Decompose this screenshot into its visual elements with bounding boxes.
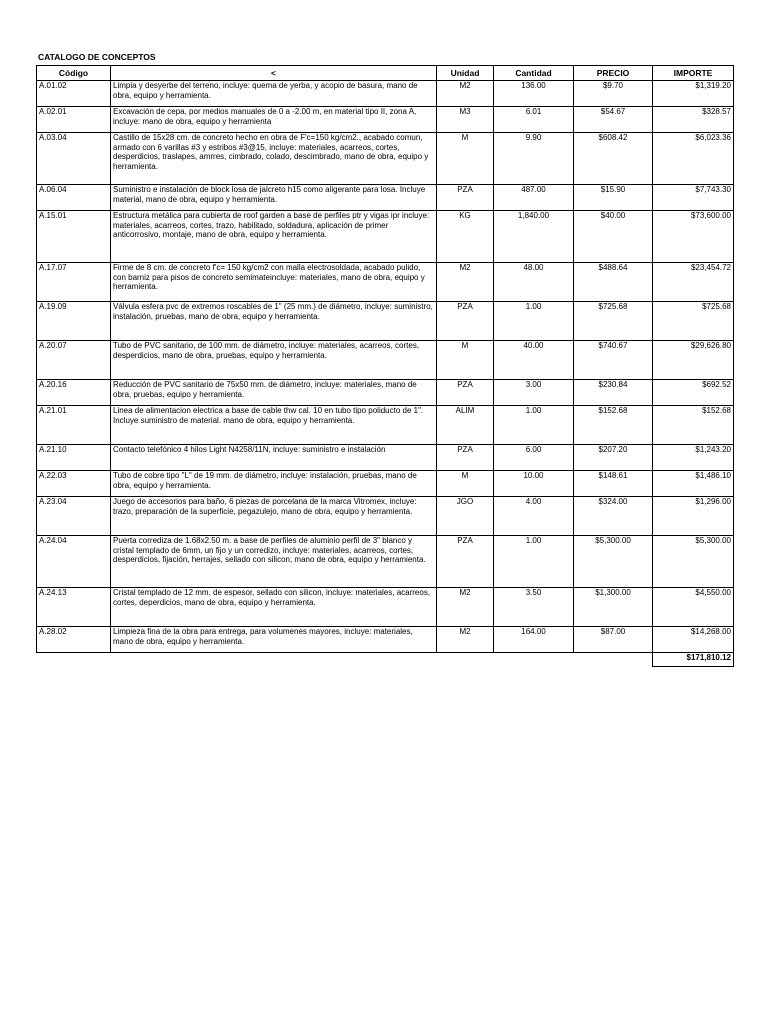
table-row [37, 263, 734, 302]
blank-cell [37, 653, 111, 667]
cell-unit: M3 [437, 107, 494, 133]
cell-unit: M2 [437, 81, 494, 107]
cell-unit: M2 [437, 588, 494, 627]
cell-unit: KG [437, 211, 494, 263]
cell-unit: PZA [437, 445, 494, 471]
cell-amount: $1,486.10 [653, 471, 734, 497]
table-row [37, 471, 734, 497]
table-row [37, 341, 734, 380]
cell-quantity: 3.50 [494, 588, 574, 627]
cell-code: A.24.04 [37, 536, 111, 588]
cell-price: $608.42 [574, 133, 653, 185]
cell-code: A.19.09 [37, 302, 111, 341]
cell-amount: $29,626.80 [653, 341, 734, 380]
cell-price: $740.67 [574, 341, 653, 380]
table-row [37, 81, 734, 107]
cell-code: A.06.04 [37, 185, 111, 211]
cell-unit: PZA [437, 380, 494, 406]
header-quantity: Cantidad [494, 66, 574, 81]
table-row [37, 133, 734, 185]
cell-description: Tubo de PVC sanitario, de 100 mm. de diámetro, incluye: materiales, acarreos, cortes, desperdicios, mano de obra, pruebas, equipo y herramienta. [111, 341, 437, 380]
cell-quantity: 3.00 [494, 380, 574, 406]
cell-description: Válvula esfera pvc de extremos roscables de 1" (25 mm.) de diámetro, incluye: suministro, instalación, pruebas, mano de obra, equipo y herramienta. [111, 302, 437, 341]
cell-unit: M2 [437, 263, 494, 302]
cell-price: $5,300.00 [574, 536, 653, 588]
cell-description: Limpia y desyerbe del terreno, incluye: quema de yerba, y acopio de basura, mano de obra, equipo y herramienta. [111, 81, 437, 107]
cell-amount: $4,550.00 [653, 588, 734, 627]
cell-quantity: 9.90 [494, 133, 574, 185]
cell-amount: $14,268.00 [653, 627, 734, 653]
cell-quantity: 136.00 [494, 81, 574, 107]
cell-price: $15.90 [574, 185, 653, 211]
header-amount: IMPORTE [653, 66, 734, 81]
cell-price: $207.20 [574, 445, 653, 471]
cell-unit: M2 [437, 627, 494, 653]
cell-price: $54.67 [574, 107, 653, 133]
cell-quantity: 6.01 [494, 107, 574, 133]
total-row [37, 653, 734, 667]
cell-code: A.23.04 [37, 497, 111, 536]
cell-quantity: 1.00 [494, 406, 574, 445]
cell-quantity: 4.00 [494, 497, 574, 536]
cell-amount: $7,743.30 [653, 185, 734, 211]
blank-cell [111, 653, 437, 667]
cell-amount: $6,023.36 [653, 133, 734, 185]
cell-amount: $5,300.00 [653, 536, 734, 588]
table-header-row [37, 66, 734, 81]
table-row [37, 445, 734, 471]
header-description: < [111, 66, 437, 81]
cell-price: $9.70 [574, 81, 653, 107]
cell-description: Tubo de cobre tipo "L" de 19 mm. de diámetro, incluye: instalación, pruebas, mano de obra, equipo y herramienta. [111, 471, 437, 497]
cell-quantity: 48.00 [494, 263, 574, 302]
cell-quantity: 6.00 [494, 445, 574, 471]
cell-quantity: 487.00 [494, 185, 574, 211]
table-row [37, 588, 734, 627]
cell-code: A.02.01 [37, 107, 111, 133]
cell-unit: ALIM [437, 406, 494, 445]
cell-description: Reducción de PVC sanitario de 75x50 mm. de diámetro, incluye: materiales, mano de obra, pruebas, equipo y herramienta. [111, 380, 437, 406]
cell-unit: M [437, 471, 494, 497]
cell-code: A.24.13 [37, 588, 111, 627]
cell-description: Cristal templado de 12 mm. de espesor, sellado con silicon, incluye: materiales, acarreos, cortes, deperdicios, mano de obra, equipo y herramienta. [111, 588, 437, 627]
table-row [37, 380, 734, 406]
header-price: PRECIO [574, 66, 653, 81]
cell-description: Suministro e instalación de block losa de jalcreto h15 como aligerante para losa. Incluye material, mano de obra, equipo y herramienta. [111, 185, 437, 211]
cell-amount: $725.68 [653, 302, 734, 341]
concept-catalog-table [36, 65, 734, 667]
cell-price: $488.64 [574, 263, 653, 302]
cell-unit: M [437, 133, 494, 185]
table-row [37, 211, 734, 263]
cell-price: $87.00 [574, 627, 653, 653]
cell-description: Juego de accesorios para baño, 6 piezas de porcelana de la marca Vitromex, incluye: trazo, preparación de la superficie, pegazulejo, mano de obra, equipo y herramienta. [111, 497, 437, 536]
cell-unit: PZA [437, 302, 494, 341]
table-row [37, 185, 734, 211]
cell-amount: $1,319.20 [653, 81, 734, 107]
cell-price: $324.00 [574, 497, 653, 536]
cell-description: Contacto telefónico 4 hilos Light N4258/11N, incluye: suministro e instalación [111, 445, 437, 471]
cell-unit: JGO [437, 497, 494, 536]
cell-description: Estructura metálica para cubierta de roof garden a base de perfiles ptr y vigas ipr incluye: materiales, acarreos, cortes, trazo, habilitado, soldadura, aplicación de primer anticorrosivo, montaje, mano de obra, equipo y herramienta. [111, 211, 437, 263]
cell-code: A.21.10 [37, 445, 111, 471]
cell-quantity: 1,840.00 [494, 211, 574, 263]
blank-cell [437, 653, 494, 667]
cell-code: A.15.01 [37, 211, 111, 263]
cell-description: Firme de 8 cm. de concreto f'c= 150 kg/cm2 con malla electrosoldada, acabado pulido, con barniz para pisos de concreto semimateincluye: materiales, mano de obra, equipo y herramienta. [111, 263, 437, 302]
cell-amount: $23,454.72 [653, 263, 734, 302]
cell-unit: PZA [437, 536, 494, 588]
cell-description: Limpieza fina de la obra para entrega, para volumenes mayores, incluye: materiales, mano de obra, equipo y herramienta. [111, 627, 437, 653]
cell-price: $1,300.00 [574, 588, 653, 627]
cell-price: $152.68 [574, 406, 653, 445]
cell-price: $230.84 [574, 380, 653, 406]
cell-code: A.01.02 [37, 81, 111, 107]
cell-amount: $152.68 [653, 406, 734, 445]
cell-description: Linea de alimentacion electrica a base de cable thw cal. 10 en tubo tipo poliducto de 1". Incluye suministro de material. mano de obra, equipo y herramienta. [111, 406, 437, 445]
table-row [37, 497, 734, 536]
cell-amount: $1,296.00 [653, 497, 734, 536]
table-row [37, 536, 734, 588]
blank-cell [574, 653, 653, 667]
cell-code: A.17.07 [37, 263, 111, 302]
cell-code: A.03.04 [37, 133, 111, 185]
cell-quantity: 40.00 [494, 341, 574, 380]
cell-quantity: 1.00 [494, 536, 574, 588]
table-row [37, 302, 734, 341]
cell-quantity: 1.00 [494, 302, 574, 341]
cell-price: $725.68 [574, 302, 653, 341]
table-row [37, 627, 734, 653]
cell-unit: M [437, 341, 494, 380]
blank-cell [494, 653, 574, 667]
cell-quantity: 10.00 [494, 471, 574, 497]
cell-description: Castillo de 15x28 cm. de concreto hecho en obra de F'c=150 kg/cm2., acabado comun, armado con 6 varillas #3 y estribos #3@15, incluye: materiales, acarreos, cortes, desperdicios, traslapes, amrres, cimbrado, colado, descimbrado, mano de obra, equipo y herramienta. [111, 133, 437, 185]
cell-code: A.20.16 [37, 380, 111, 406]
cell-amount: $328.57 [653, 107, 734, 133]
cell-code: A.21.01 [37, 406, 111, 445]
cell-code: A.22.03 [37, 471, 111, 497]
cell-code: A.28.02 [37, 627, 111, 653]
cell-quantity: 164.00 [494, 627, 574, 653]
cell-description: Puerta corrediza de 1.68x2.50 m. a base de perfiles de aluminio perfil de 3" blanco y cristal templado de 6mm, un fijo y un corredizo, incluye: materiales, acarreos, cortes, desperdicios, fijación, herrajes, sellado con silicon, mano de obra, equipo y herramienta. [111, 536, 437, 588]
header-unit: Unidad [437, 66, 494, 81]
header-code: Código [37, 66, 111, 81]
document-title: CATALOGO DE CONCEPTOS [38, 52, 156, 62]
cell-description: Excavación de cepa, por medios manuales de 0 a -2.00 m, en material tipo II, zona A, incluye: mano de obra, equipo y herramienta [111, 107, 437, 133]
cell-amount: $73,600.00 [653, 211, 734, 263]
cell-amount: $1,243.20 [653, 445, 734, 471]
cell-price: $40.00 [574, 211, 653, 263]
cell-code: A.20.07 [37, 341, 111, 380]
cell-amount: $692.52 [653, 380, 734, 406]
grand-total: $171,810.12 [653, 653, 734, 667]
cell-price: $148.61 [574, 471, 653, 497]
table-row [37, 107, 734, 133]
table-row [37, 406, 734, 445]
cell-unit: PZA [437, 185, 494, 211]
